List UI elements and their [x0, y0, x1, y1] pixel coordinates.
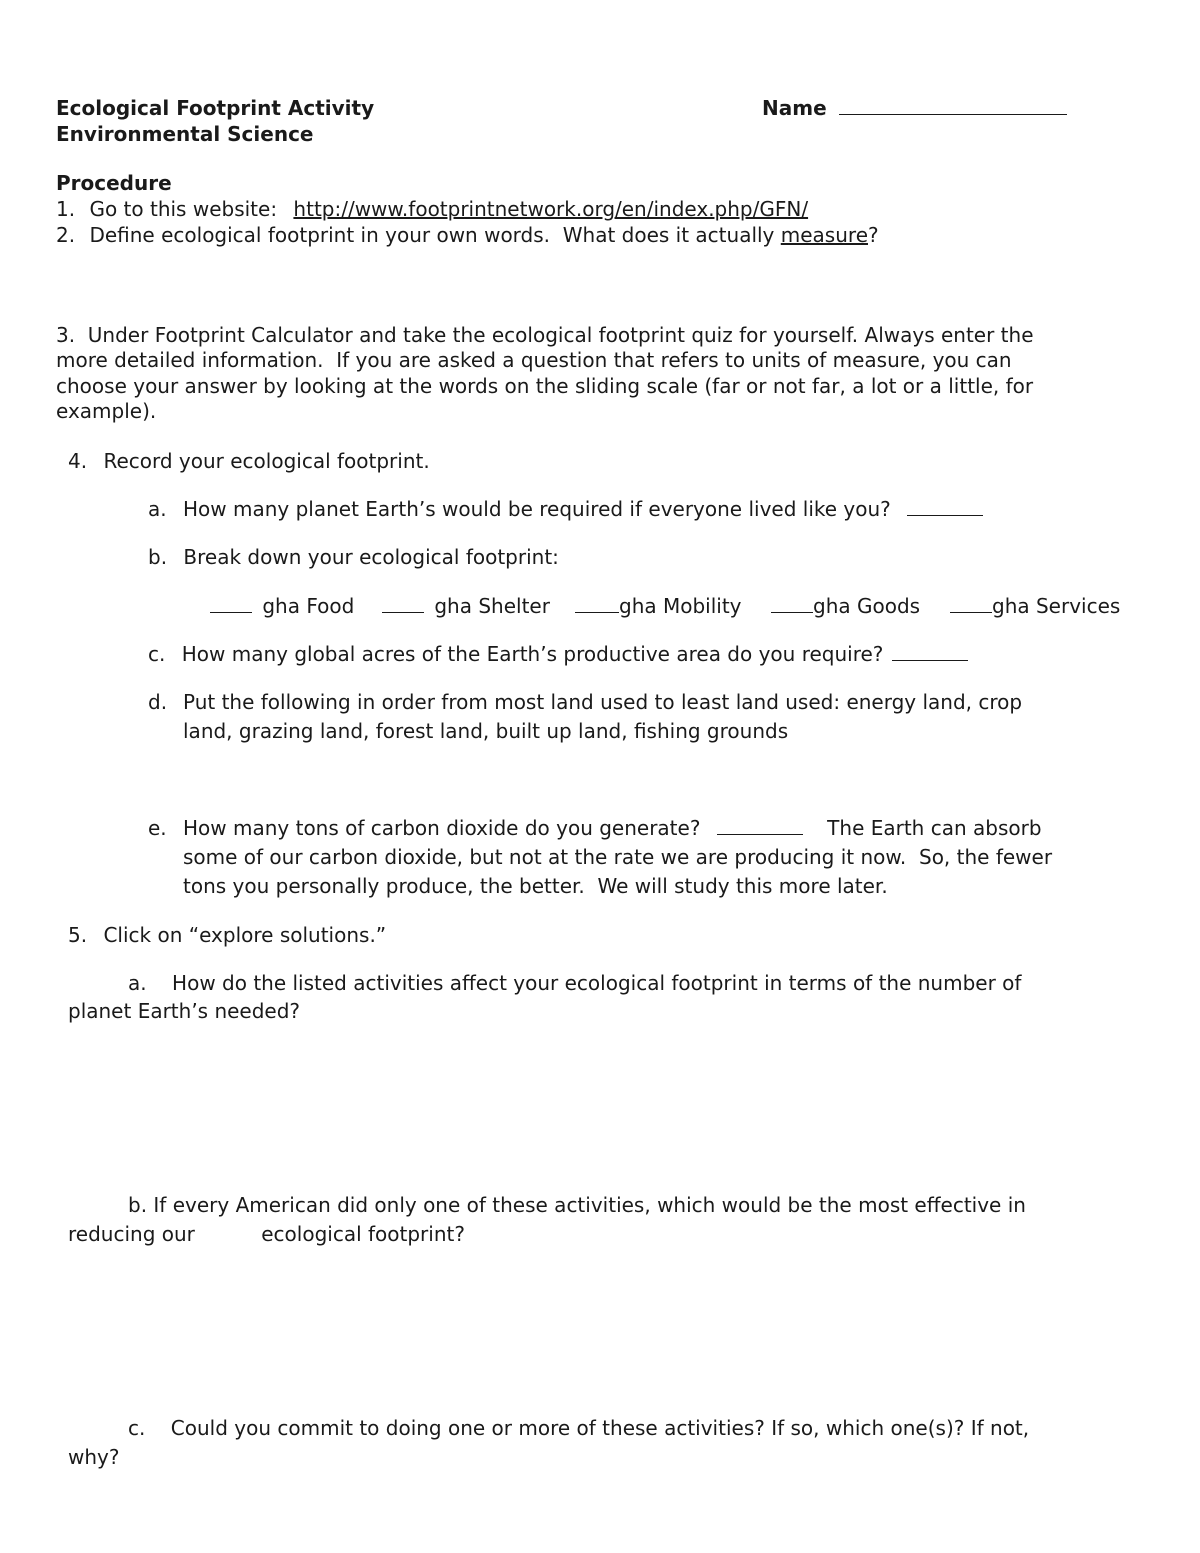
gha-services-label: gha Services	[992, 594, 1121, 618]
step-5a-line-1: a. How do the listed activities affect your ecological footprint in terms of the number of	[128, 971, 1022, 995]
step-4b-text: Break down your ecological footprint:	[183, 545, 559, 569]
step-4d-line-1: Put the following in order from most land used to least land used: energy land, crop	[183, 690, 1023, 714]
document-title: Ecological Footprint Activity	[56, 96, 375, 120]
step-3-line-4: example).	[56, 399, 157, 423]
step-4e-question: How many tons of carbon dioxide do you generate?	[183, 816, 701, 840]
step-5c-line-2: why?	[68, 1445, 120, 1469]
step-1-number: 1.	[56, 197, 76, 221]
step-4-number: 4.	[68, 449, 88, 473]
gha-goods	[771, 593, 920, 619]
step-3-line-2: more detailed information. If you are asked a question that refers to units of measure, you can	[56, 348, 1012, 372]
gha-goods-label: gha Goods	[813, 594, 921, 618]
acres-blank[interactable]	[892, 642, 968, 661]
step-4a	[148, 496, 983, 522]
step-4c	[148, 641, 968, 667]
step-4e-note-start: The Earth can absorb	[827, 816, 1042, 840]
gha-goods-blank[interactable]	[771, 594, 813, 613]
gha-shelter-label: gha Shelter	[434, 594, 550, 618]
step-2-emphasis: measure	[780, 223, 868, 247]
step-4e-line-1	[183, 815, 1042, 841]
gha-services	[950, 593, 1120, 619]
step-4b	[148, 544, 559, 570]
gha-mobility-label: gha Mobility	[619, 594, 742, 618]
step-5b-line-2	[68, 1221, 465, 1247]
step-3-line-1: 3. Under Footprint Calculator and take the ecological footprint quiz for yourself. Always enter the	[56, 323, 1034, 347]
name-field[interactable]	[762, 95, 1067, 121]
step-4e-letter: e.	[148, 816, 167, 840]
step-4e-line-3: tons you personally produce, the better. We will study this more later.	[183, 874, 888, 898]
step-5c-line-1: c. Could you commit to doing one or more of these activities? If so, which one(s)? If not,	[128, 1416, 1030, 1440]
gha-food	[210, 593, 354, 619]
step-4a-letter: a.	[148, 497, 167, 521]
step-4d-letter: d.	[148, 690, 168, 714]
name-blank[interactable]	[839, 96, 1067, 115]
step-4c-letter: c.	[148, 642, 166, 666]
step-2	[56, 222, 879, 248]
step-5	[68, 922, 386, 948]
carbon-blank[interactable]	[717, 816, 803, 835]
step-4d-line-2: land, grazing land, forest land, built up land, fishing grounds	[183, 719, 789, 743]
step-2-text: Define ecological footprint in your own words. What does it actually	[89, 223, 781, 247]
gha-shelter	[382, 593, 550, 619]
step-4b-letter: b.	[148, 545, 168, 569]
step-5b-line-2-start: reducing our	[68, 1222, 195, 1246]
website-link[interactable]: http://www.footprintnetwork.org/en/index.php/GFN/	[293, 197, 809, 221]
step-2-number: 2.	[56, 223, 76, 247]
planets-blank[interactable]	[907, 497, 983, 516]
gha-mobility	[575, 593, 742, 619]
gha-mobility-blank[interactable]	[575, 594, 619, 613]
gha-food-blank[interactable]	[210, 594, 252, 613]
step-5b-line-1: b. If every American did only one of these activities, which would be the most effective in	[128, 1193, 1026, 1217]
step-3-line-3: choose your answer by looking at the words on the sliding scale (far or not far, a lot or a little, for	[56, 374, 1034, 398]
gha-food-label: gha Food	[262, 594, 355, 618]
step-4	[68, 448, 430, 474]
gha-shelter-blank[interactable]	[382, 594, 424, 613]
step-5-number: 5.	[68, 923, 88, 947]
step-4-text: Record your ecological footprint.	[103, 449, 430, 473]
step-4e-line-2: some of our carbon dioxide, but not at the rate we are producing it now. So, the fewer	[183, 845, 1053, 869]
step-1	[56, 196, 808, 222]
step-4c-text: How many global acres of the Earth’s productive area do you require?	[181, 642, 884, 666]
document-subtitle: Environmental Science	[56, 122, 314, 146]
step-1-text: Go to this website:	[89, 197, 278, 221]
procedure-heading: Procedure	[56, 171, 172, 195]
gha-services-blank[interactable]	[950, 594, 992, 613]
step-5a-line-2: planet Earth’s needed?	[68, 999, 301, 1023]
step-5b-line-2-end: ecological footprint?	[261, 1222, 465, 1246]
step-2-question-mark: ?	[868, 223, 879, 247]
step-5-text: Click on “explore solutions.”	[103, 923, 387, 947]
name-label: Name	[762, 96, 827, 120]
step-4a-text: How many planet Earth’s would be required if everyone lived like you?	[182, 497, 891, 521]
